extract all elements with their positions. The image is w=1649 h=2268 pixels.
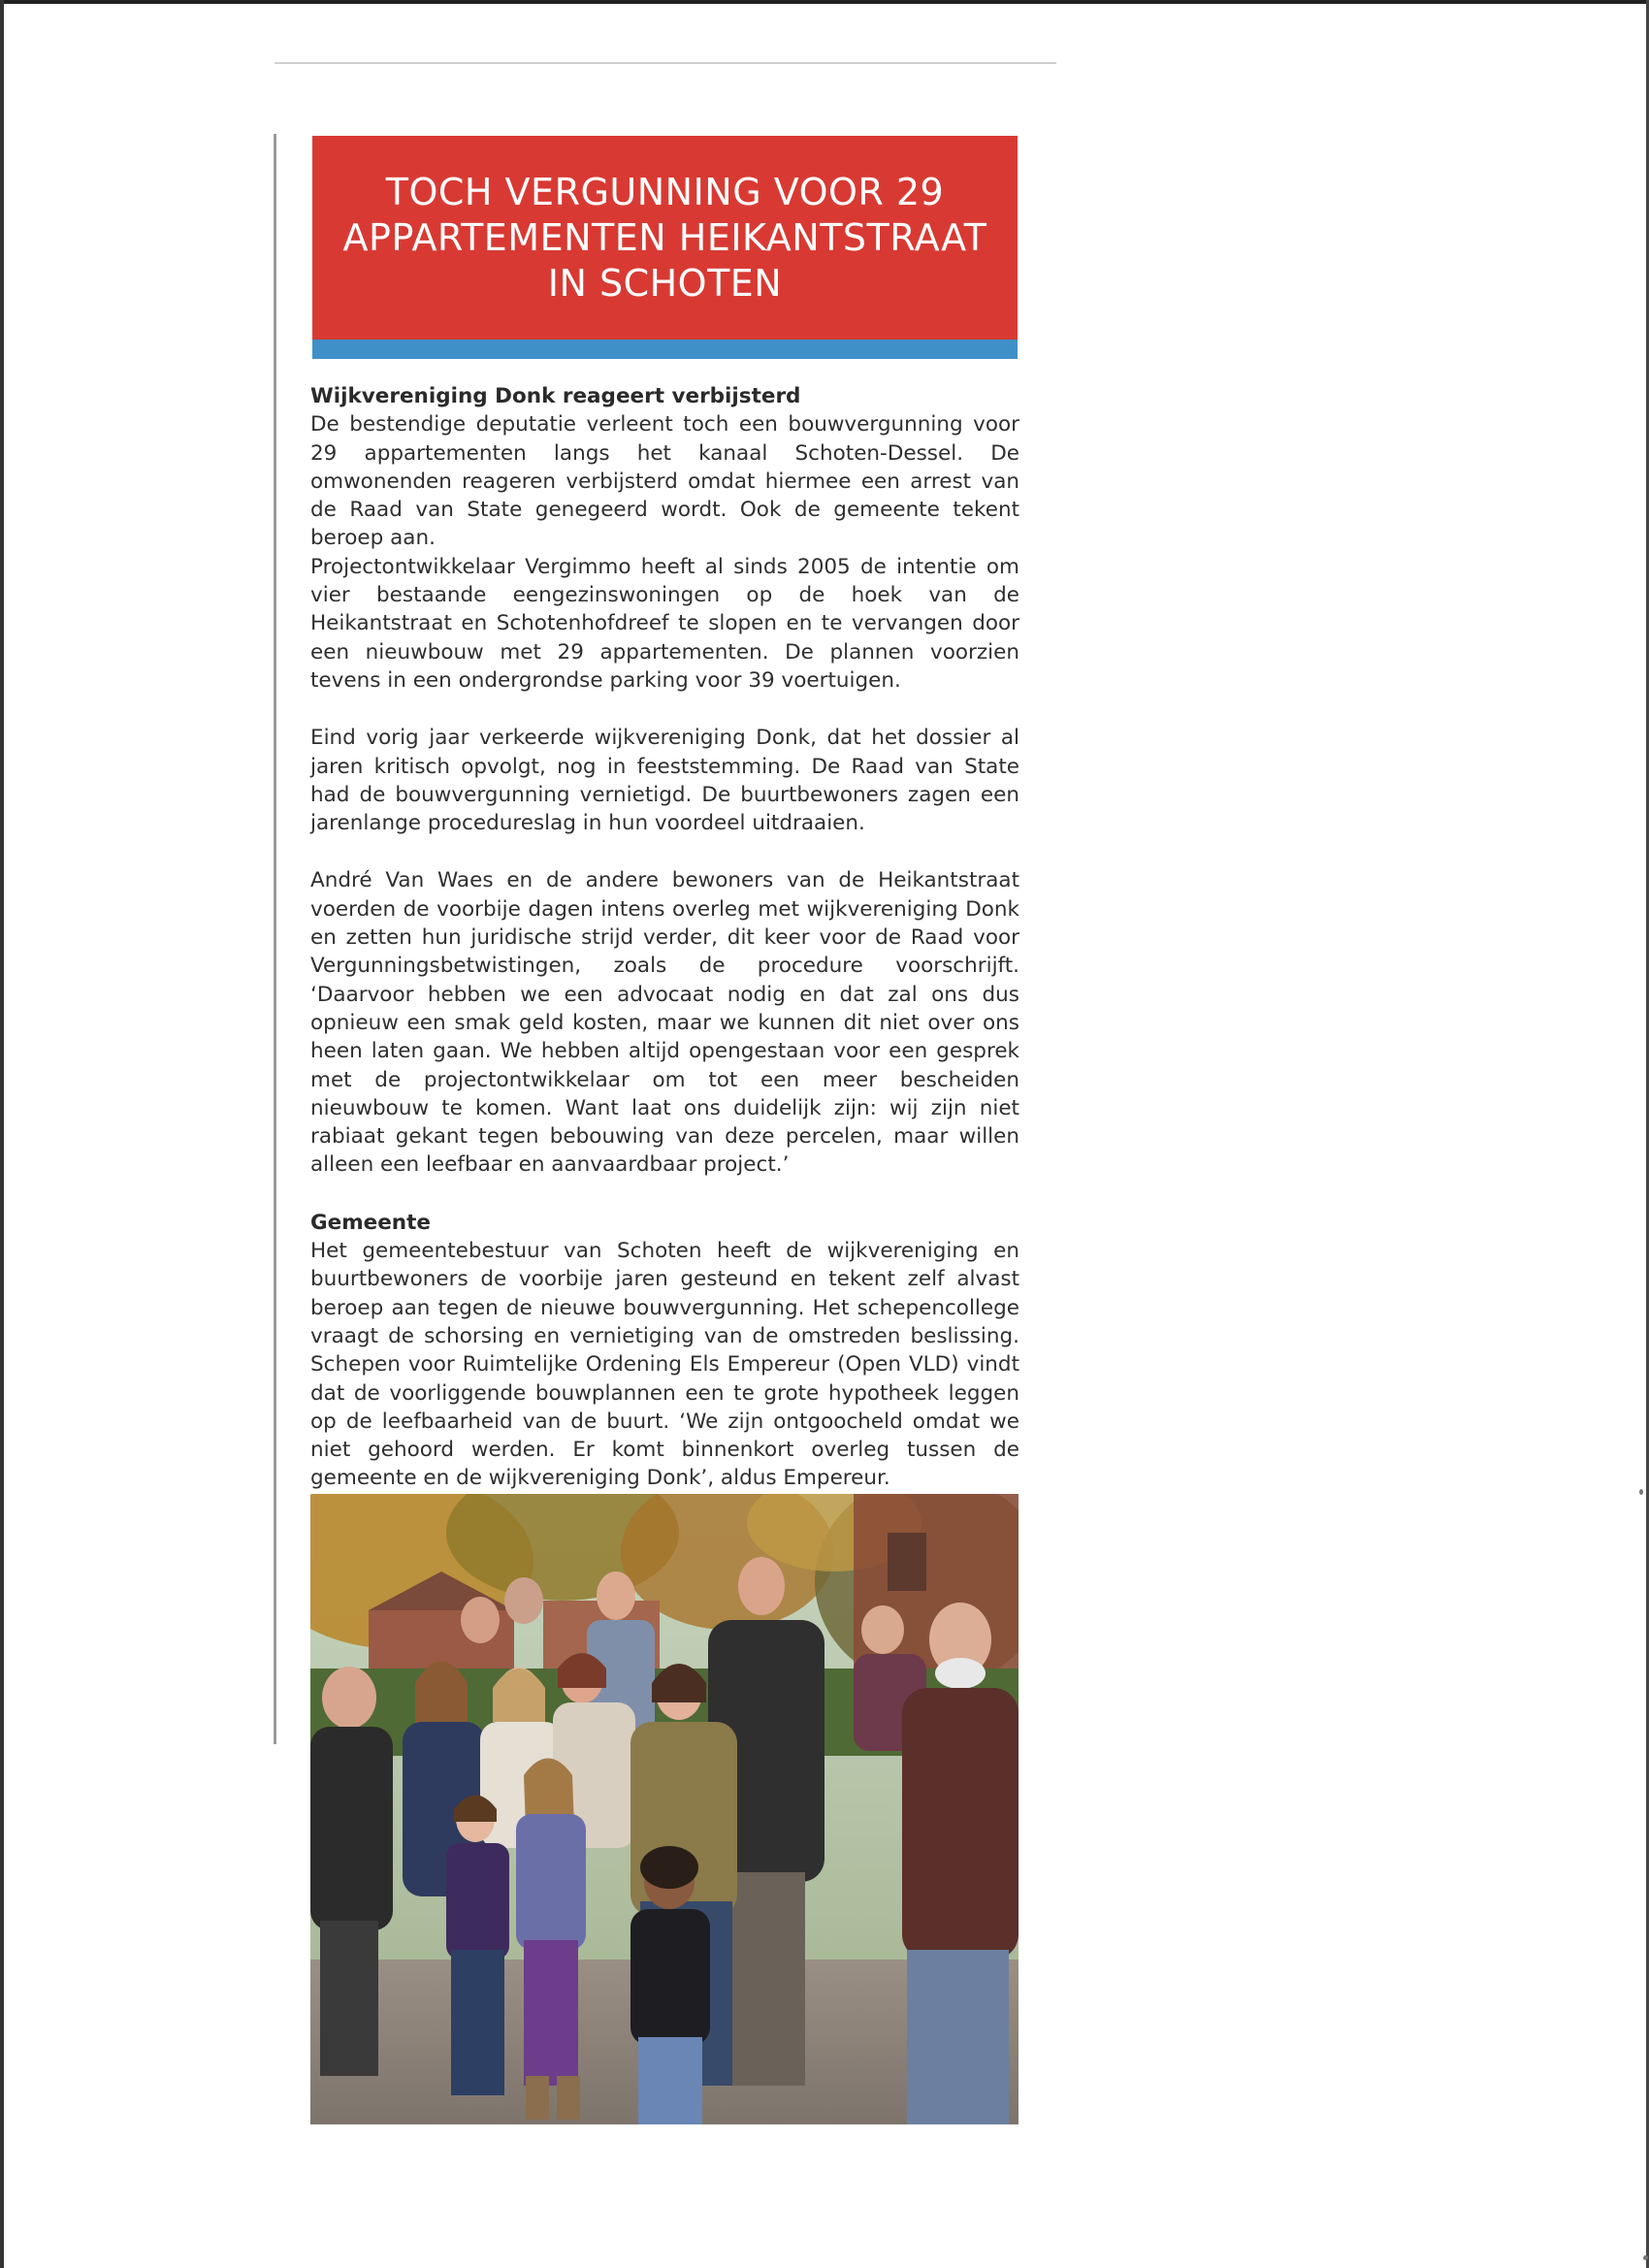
scan-border-left [0, 0, 4, 2268]
article-body [310, 382, 1019, 1493]
subheading-wijkvereniging: Wijkvereniging Donk reageert verbijsterd [310, 384, 801, 408]
scan-speck [1639, 1489, 1643, 1495]
paragraph-raad-van-state: Eind vorig jaar verkeerde wijkvereniging Donk, dat het dossier al jaren kritisch opvolgt, nog in feeststemming. De Raad van State had de bouwvergunning vernietigd. De buurtbewoners zagen een jarenlange procedureslag in hun voordeel uitdraaien. [310, 726, 1019, 836]
headline-box [312, 136, 1018, 340]
paragraph-projectontwikkelaar: Projectontwikkelaar Vergimmo heeft al sinds 2005 de intentie om vier bestaande eengezinswoningen op de hoek van de Heikantstraat en Schotenhofdreef te slopen en te vervangen door een nieuwbouw met 29 appartementen. De plannen voorzien tevens in een ondergrondse parking voor 39 voertuigen. [310, 554, 1019, 693]
page-top-rule [275, 62, 1056, 64]
headline-line-2: APPARTEMENTEN HEIKANTSTRAAT [342, 215, 987, 259]
subheading-gemeente: Gemeente [310, 1210, 431, 1235]
paragraph-van-waes-quote: André Van Waes en de andere bewoners van de Heikantstraat voerden de voorbije dagen intens overleg met wijkvereniging Donk en zetten hun juridische strijd verder, dit keer voor de Raad voor Vergunningsbetwistingen, zoals de procedure voorschrijft. ‘Daarvoor hebben we een advocaat nodig en dat zal ons dus opnieuw een smak geld kosten, maar we kunnen dit niet over ons heen laten gaan. We hebben altijd opengestaan voor een gesprek met de projectontwikkelaar om tot een meer bescheiden nieuwbouw te komen. Want laat ons duidelijk zijn: wij zijn niet rabiaat gekant tegen bebouwing van deze percelen, maar willen alleen een leefbaar en aanvaardbaar project.’ [310, 868, 1019, 1178]
group-photo-illustration [310, 1494, 1018, 2124]
headline-underline-bar [312, 340, 1018, 359]
scan-border-top [0, 0, 1649, 4]
headline-line-1: TOCH VERGUNNING VOOR 29 [385, 170, 945, 213]
scan-speck [1643, 2255, 1648, 2260]
headline [343, 170, 987, 307]
paragraph-gemeente: Het gemeentebestuur van Schoten heeft de wijkvereniging en buurtbewoners de voorbije jaren gesteund en tekent zelf alvast beroep aan tegen de nieuwe bouwvergunning. Het schepencollege vraagt de schorsing en vernietiging van de omstreden beslissing. Schepen voor Ruimtelijke Ordening Els Empereur (Open VLD) vindt dat de voorliggende bouwplannen een te grote hypotheek leggen op de leefbaarheid van de buurt. ‘We zijn ontgoocheld omdat we niet gehoord werden. Er komt binnenkort overleg tussen de gemeente en de wijkvereniging Donk’, aldus Empereur. [310, 1239, 1019, 1491]
headline-line-3: IN SCHOTEN [547, 261, 783, 305]
paragraph-intro: De bestendige deputatie verleent toch een bouwvergunning voor 29 appartementen langs het kanaal Schoten-Dessel. De omwonenden reageren verbijsterd omdat hiermee een arrest van de Raad van State genegeerd wordt. Ook de gemeente tekent beroep aan. [310, 412, 1019, 551]
column-rule [274, 134, 276, 1744]
group-photo [310, 1494, 1018, 2124]
